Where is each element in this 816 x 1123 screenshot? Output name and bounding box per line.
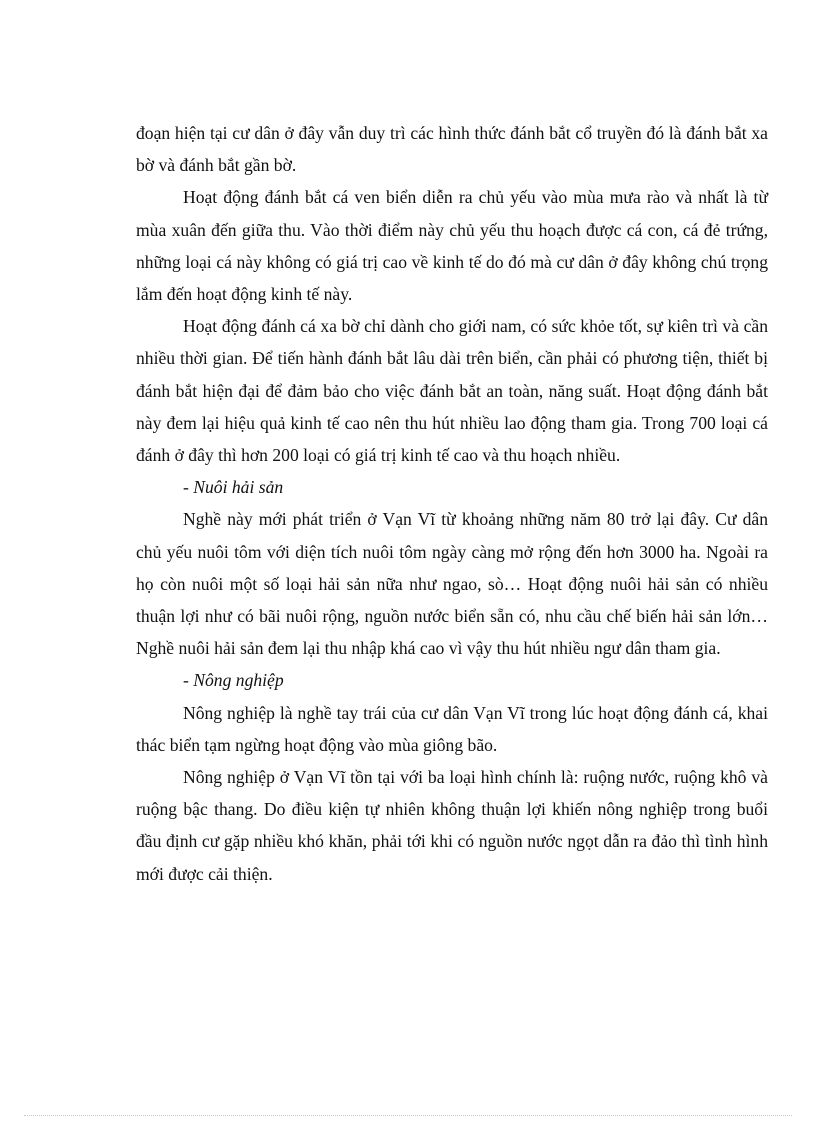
paragraph-agriculture-intro: Nông nghiệp là nghề tay trái của cư dân Vạn Vĩ trong lúc hoạt động đánh cá, khai thác biển tạm ngừng hoạt động vào mùa giông bão. xyxy=(136,702,768,755)
paragraph-aquaculture: Nghề này mới phát triển ở Vạn Vĩ từ khoảng những năm 80 trở lại đây. Cư dân chủ yếu nuôi tôm với diện tích nuôi tôm ngày càng mở rộng đến hơn 3000 ha. Ngoài ra họ còn nuôi một số loại hải sản nữa như ngao, sò… Hoạt động nuôi hải sản có nhiều thuận lợi như có bãi nuôi rộng, nguồn nước biển sẵn có, nhu cầu chế biến hải sản lớn… Nghề nuôi hải sản đem lại thu nhập khá cao vì vậy thu hút nhiều ngư dân tham gia. xyxy=(136,509,768,659)
paragraph-continuation: đoạn hiện tại cư dân ở đây vẫn duy trì các hình thức đánh bắt cổ truyền đó là đánh bắt xa bờ và đánh bắt gần bờ. xyxy=(136,123,768,176)
paragraph-offshore-fishing: Hoạt động đánh cá xa bờ chỉ dành cho giới nam, có sức khỏe tốt, sự kiên trì và cần nhiều thời gian. Để tiến hành đánh bắt lâu dài trên biển, cần phải có phương tiện, thiết bị đánh bắt hiện đại để đảm bảo cho việc đánh bắt an toàn, năng suất. Hoạt động đánh bắt này đem lại hiệu quả kinh tế cao nên thu hút nhiều lao động tham gia. Trong 700 loại cá đánh ở đây thì hơn 200 loại có giá trị kinh tế cao và thu hoạch nhiều. xyxy=(136,316,768,466)
paragraph-agriculture-types: Nông nghiệp ở Vạn Vĩ tồn tại với ba loại hình chính là: ruộng nước, ruộng khô và ruộng bậc thang. Do điều kiện tự nhiên không thuận lợi khiến nông nghiệp trong buổi đầu định cư gặp nhiều khó khăn, phải tới khi có nguồn nước ngọt dẫn ra đảo thì tình hình mới được cải thiện. xyxy=(136,767,768,884)
document-body xyxy=(136,117,768,890)
subheading-aquaculture: - Nuôi hải sản xyxy=(183,477,284,498)
paragraph-coastal-fishing: Hoạt động đánh bắt cá ven biển diễn ra chủ yếu vào mùa mưa rào và nhất là từ mùa xuân đến giữa thu. Vào thời điểm này chủ yếu thu hoạch được cá con, cá đẻ trứng, những loại cá này không có giá trị cao về kinh tế do đó mà cư dân ở đây không chú trọng lắm đến hoạt động kinh tế này. xyxy=(136,187,768,305)
subheading-agriculture: - Nông nghiệp xyxy=(183,670,284,691)
page-bottom-divider xyxy=(24,1115,792,1116)
